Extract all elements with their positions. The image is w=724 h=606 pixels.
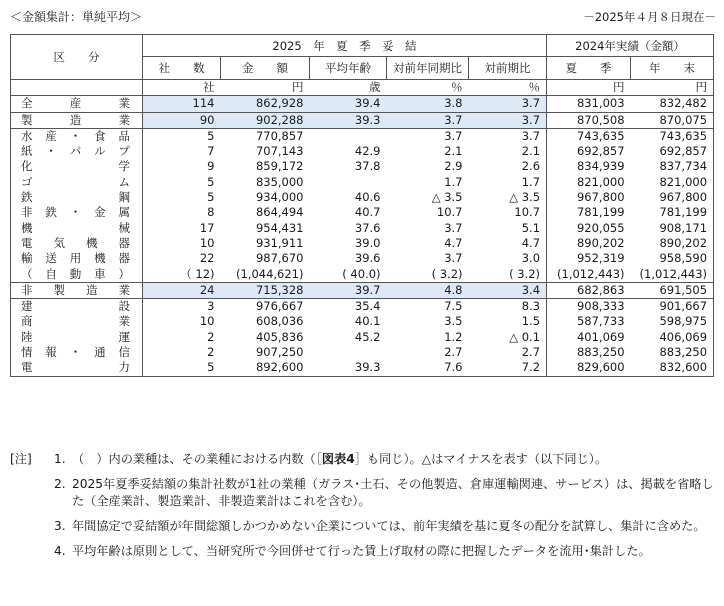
table-cell: 967,800 — [547, 190, 631, 205]
note-number: 2. — [54, 477, 66, 491]
table-cell: 901,667 — [631, 299, 714, 315]
table-cell: 24 — [143, 282, 221, 298]
table-cell: 976,667 — [221, 299, 310, 315]
table-cell: 682,863 — [547, 282, 631, 298]
table-row — [11, 282, 714, 298]
table-cell: 10 — [199, 314, 215, 329]
unit-cell: 社 — [203, 80, 215, 94]
table-cell: 862,928 — [221, 96, 310, 112]
table-cell: 835,000 — [255, 174, 304, 189]
table-cell: 908,171 — [631, 221, 714, 236]
table-cell — [310, 128, 387, 144]
note-number: 4. — [54, 544, 66, 558]
unit-cell: 円 — [631, 80, 714, 96]
table-row — [11, 159, 714, 174]
table-cell: 2.7 — [521, 345, 541, 360]
table-cell: 770,857 — [221, 128, 310, 144]
table-cell: 954,431 — [255, 220, 304, 235]
category-header: 区 分 — [11, 35, 143, 80]
table-row — [11, 345, 714, 360]
table-cell: 834,939 — [547, 159, 631, 174]
table-cell: 829,600 — [547, 360, 631, 376]
table-cell: 608,036 — [255, 314, 304, 329]
table-cell: 2 — [207, 345, 215, 360]
table-row — [11, 112, 714, 128]
table-cell: 5 — [143, 128, 221, 144]
table-cell: 3.8 — [387, 96, 469, 112]
table-cell: 5 — [207, 190, 215, 205]
table-cell: 883,250 — [631, 345, 714, 360]
table-cell: 598,975 — [631, 314, 714, 329]
unit-label-cell — [11, 80, 143, 96]
table-cell: (1,044,621) — [221, 267, 310, 283]
row-label: 非製造業 — [11, 282, 143, 298]
table-cell: 821,000 — [547, 175, 631, 190]
table-cell: 832,600 — [631, 360, 714, 376]
table-cell: △ 3.5 — [509, 190, 541, 205]
table-cell: 90 — [143, 112, 221, 128]
table-cell: 2.6 — [521, 159, 541, 174]
table-cell: 691,505 — [631, 282, 714, 298]
table-cell: 7.6 — [387, 360, 469, 376]
table-cell: 743,635 — [631, 128, 714, 144]
row-label: 全産業 — [11, 96, 143, 112]
table-cell: 40.1 — [354, 314, 381, 329]
table-cell: 7.2 — [469, 360, 547, 376]
table-cell: 17 — [199, 220, 215, 235]
table-row — [11, 96, 714, 112]
table-cell: 958,590 — [631, 251, 714, 266]
note-text: 平均年齢は原則として、当研究所で今回併せて行った賃上げ取材の際に把握したデータを流用･集計した。 — [72, 544, 651, 558]
row-label: 輸送用機器 — [11, 251, 143, 266]
table-cell: 3.7 — [469, 128, 547, 144]
table-row — [11, 221, 714, 236]
table-cell: (1,012,443) — [547, 267, 631, 283]
table-cell: 5 — [207, 174, 215, 189]
as-of-date: －2025年４月８日現在－ — [583, 10, 716, 24]
table-cell: 3.7 — [444, 220, 463, 235]
note-text: 年間協定で妥結額が年間総額しかつかめない企業については、前年実績を基に夏冬の配分を試算し、集計に含めた。 — [72, 519, 706, 533]
table-row — [11, 360, 714, 376]
table-row — [11, 236, 714, 251]
table-cell: 406,069 — [631, 330, 714, 345]
table-row — [11, 299, 714, 315]
table-cell: 707,143 — [255, 144, 304, 159]
table-cell — [310, 175, 387, 190]
note-figure-ref: 図表4 — [321, 452, 355, 466]
table-cell: △ 0.1 — [509, 329, 541, 344]
table-cell: 39.6 — [354, 251, 381, 266]
col-header-companies: 社 数 — [143, 57, 221, 80]
row-label: 水産・食品 — [11, 128, 143, 144]
table-cell: 42.9 — [354, 144, 381, 159]
table-cell: 3.7 — [444, 251, 463, 266]
row-label: 製造業 — [11, 112, 143, 128]
table-cell: 967,800 — [631, 190, 714, 205]
table-cell: 10.7 — [436, 205, 463, 220]
table-cell: 908,333 — [547, 299, 631, 315]
table-cell: 3.7 — [469, 96, 547, 112]
row-label: （自動車） — [11, 267, 143, 283]
table-cell: 987,670 — [255, 251, 304, 266]
table-cell: 37.8 — [354, 159, 381, 174]
table-cell: 902,288 — [221, 112, 310, 128]
col-header-amount: 金 額 — [221, 57, 310, 80]
group-2024-header: 2024年実績（金額） — [547, 35, 714, 57]
table-cell: 39.0 — [354, 235, 381, 250]
table-cell: 890,202 — [547, 236, 631, 251]
note-number: 1. — [54, 452, 66, 466]
table-cell: 907,250 — [255, 345, 304, 360]
unit-cell: ％ — [528, 80, 541, 94]
col-header-age: 平均年齢 — [310, 57, 387, 80]
table-cell: 114 — [143, 96, 221, 112]
table-cell: 4.8 — [387, 282, 469, 298]
table-cell: 3.7 — [469, 112, 547, 128]
table-cell: 831,003 — [547, 96, 631, 112]
unit-row — [11, 80, 714, 96]
note-text-tail: ］も同じ）。△はマイナスを表す（以下同じ）。 — [354, 452, 608, 466]
unit-cell: ％ — [451, 80, 463, 94]
table-cell: △ 3.5 — [431, 190, 463, 205]
table-cell: 5 — [143, 360, 221, 376]
table-cell: 4.7 — [444, 235, 463, 250]
row-label: 紙・パルプ — [11, 144, 143, 159]
note-text: 2025年夏季妥結額の集計社数が1社の業種（ガラス･土石、その他製造、倉庫運輸関連、サービス）は、掲載を省略した（全産業計、製造業計、非製造業計はこれを含む）。 — [72, 477, 714, 508]
row-label: 電力 — [11, 360, 143, 376]
table-cell: （ 12) — [143, 267, 221, 283]
row-label: 陸運 — [11, 330, 143, 345]
unit-cell: 円 — [547, 80, 631, 96]
table-row — [11, 205, 714, 220]
row-label: 商業 — [11, 314, 143, 329]
table-cell: 870,075 — [631, 112, 714, 128]
note-text: （ ）内の業種は、その業種における内数（［ — [72, 452, 322, 466]
row-label: 鉄鋼 — [11, 190, 143, 205]
table-cell: 864,494 — [255, 205, 304, 220]
table-cell: 3.0 — [521, 251, 541, 266]
table-cell: 1.2 — [444, 329, 463, 344]
table-cell: 931,911 — [255, 235, 304, 250]
table-cell: 870,508 — [547, 112, 631, 128]
table-cell: 2.1 — [444, 144, 463, 159]
table-cell: 920,055 — [547, 221, 631, 236]
table-cell: 1.7 — [444, 174, 463, 189]
unit-cell: 円 — [292, 80, 304, 94]
table-cell: ( 3.2) — [469, 267, 547, 283]
wage-table — [10, 34, 714, 377]
table-cell: 40.6 — [354, 190, 381, 205]
note-tag: [注] — [10, 452, 32, 466]
table-cell: 10 — [199, 235, 215, 250]
table-cell: 45.2 — [354, 329, 381, 344]
table-cell: 8 — [207, 205, 215, 220]
table-cell: ( 3.2) — [387, 267, 469, 283]
table-cell: 2.7 — [444, 345, 463, 360]
table-cell: 715,328 — [221, 282, 310, 298]
table-row — [11, 190, 714, 205]
table-row — [11, 267, 714, 283]
row-label: 機械 — [11, 221, 143, 236]
table-row — [11, 330, 714, 345]
col-header-vs-prev: 対前期比 — [469, 57, 547, 80]
row-label: 化学 — [11, 159, 143, 174]
table-cell: 40.7 — [354, 205, 381, 220]
note-number: 3. — [54, 519, 66, 533]
col-header-yearend: 年 末 — [631, 57, 714, 80]
table-cell: ( 40.0) — [310, 267, 387, 283]
col-header-yoy: 対前年同期比 — [387, 57, 469, 80]
row-label: 情報・通信 — [11, 345, 143, 360]
table-cell: 883,250 — [547, 345, 631, 360]
table-cell: 8.3 — [469, 299, 547, 315]
table-cell: 892,600 — [221, 360, 310, 376]
table-cell: 837,734 — [631, 159, 714, 174]
note-1 — [10, 451, 714, 468]
table-cell: 405,836 — [255, 329, 304, 344]
table-cell: 39.3 — [310, 112, 387, 128]
table-cell: 692,857 — [547, 144, 631, 159]
table-cell: 952,319 — [547, 251, 631, 266]
note-4 — [10, 543, 714, 560]
table-cell: 5.1 — [521, 220, 541, 235]
table-cell: 3.5 — [444, 314, 463, 329]
row-label: ゴム — [11, 175, 143, 190]
table-cell: 7.5 — [387, 299, 469, 315]
table-cell: 3.7 — [387, 128, 469, 144]
note-3 — [10, 518, 714, 535]
table-cell: 1.7 — [521, 174, 541, 189]
table-row — [11, 175, 714, 190]
table-cell: 743,635 — [547, 128, 631, 144]
notes — [10, 451, 714, 568]
table-cell: 3 — [143, 299, 221, 315]
note-2 — [10, 476, 714, 510]
table-cell: 37.6 — [354, 220, 381, 235]
table-row — [11, 251, 714, 266]
table-cell: 2.1 — [521, 144, 541, 159]
row-label: 非鉄・金属 — [11, 205, 143, 220]
row-label: 建設 — [11, 299, 143, 315]
unit-cell: 歳 — [369, 80, 381, 94]
table-cell: (1,012,443) — [631, 267, 714, 283]
table-cell: 781,199 — [547, 205, 631, 220]
col-header-summer: 夏 季 — [547, 57, 631, 80]
table-cell: 832,482 — [631, 96, 714, 112]
table-cell: 934,000 — [255, 190, 304, 205]
table-cell: 890,202 — [631, 236, 714, 251]
table-cell: 10.7 — [514, 205, 541, 220]
table-cell: 35.4 — [310, 299, 387, 315]
table-row — [11, 128, 714, 144]
row-label: 電気機器 — [11, 236, 143, 251]
table-cell: 3.4 — [469, 282, 547, 298]
table-cell: 7 — [207, 144, 215, 159]
table-cell: 587,733 — [547, 314, 631, 329]
table-cell: 3.7 — [387, 112, 469, 128]
table-cell: 4.7 — [521, 235, 541, 250]
table-cell: 692,857 — [631, 144, 714, 159]
table-cell: 781,199 — [631, 205, 714, 220]
table-cell: 22 — [199, 251, 215, 266]
header-row-1 — [11, 35, 714, 57]
table-cell: 401,069 — [547, 330, 631, 345]
table-cell: 39.7 — [310, 282, 387, 298]
table-cell — [310, 345, 387, 360]
table-cell: 2 — [207, 329, 215, 344]
table-cell: 39.3 — [310, 360, 387, 376]
table-cell: 2.9 — [444, 159, 463, 174]
table-cell: 1.5 — [521, 314, 541, 329]
table-cell: 859,172 — [255, 159, 304, 174]
table-row — [11, 144, 714, 159]
table-cell: 9 — [207, 159, 215, 174]
table-row — [11, 314, 714, 329]
table-cell: 821,000 — [631, 175, 714, 190]
group-2025-header: 2025 年 夏 季 妥 結 — [143, 35, 547, 57]
table-cell: 39.4 — [310, 96, 387, 112]
table-title: ＜金額集計：単純平均＞ — [10, 10, 143, 24]
